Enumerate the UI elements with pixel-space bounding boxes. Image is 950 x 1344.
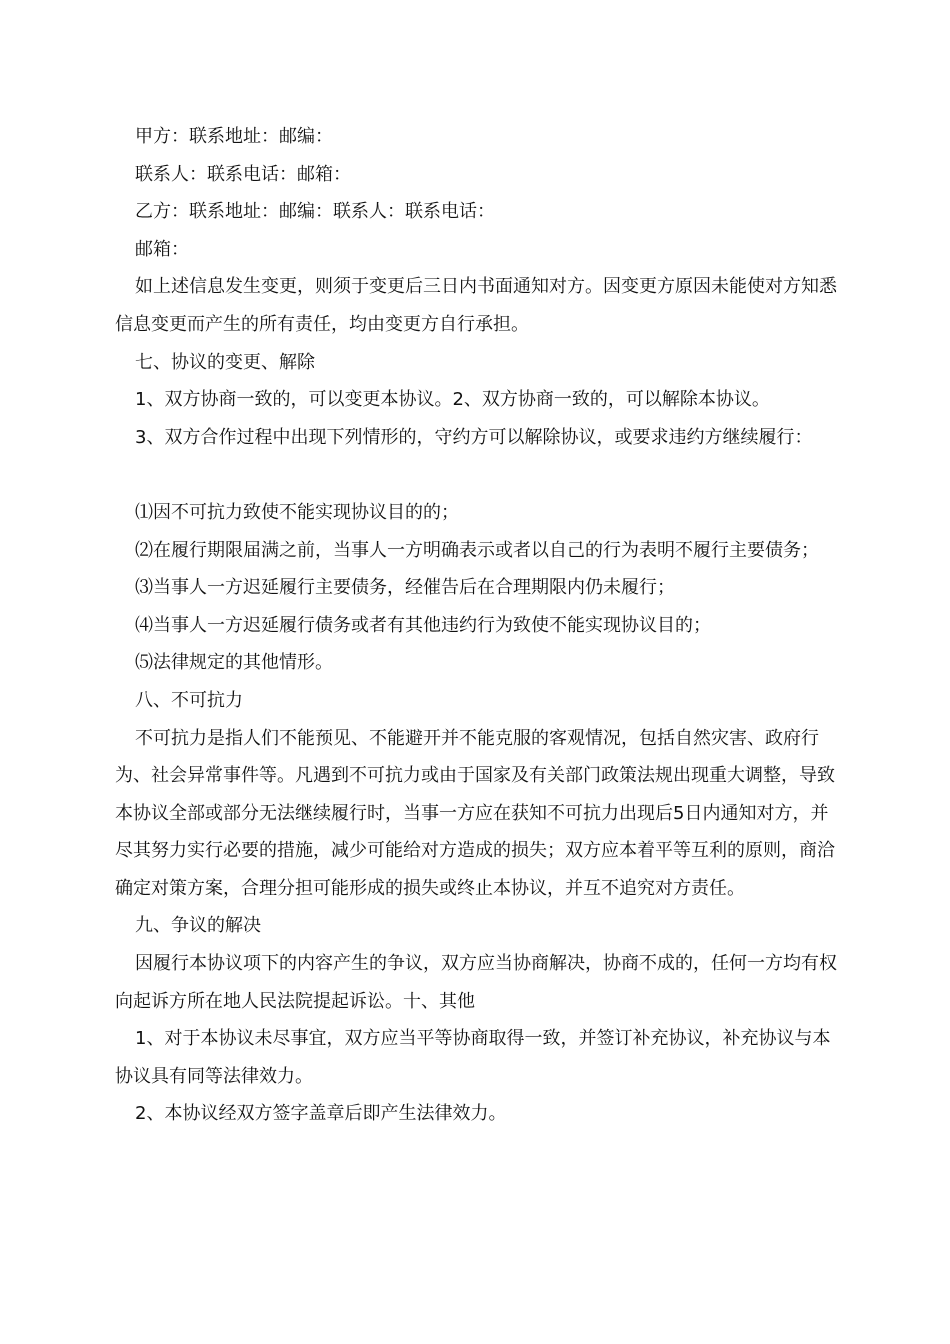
info-change-paragraph: 如上述信息发生变更，则须于变更后三日内书面通知对方。因变更方原因未能使对方知悉信息变更而产生的所有责任，均由变更方自行承担。 [115,276,837,335]
clause-7-3: 3、双方合作过程中出现下列情形的，守约方可以解除协议，或要求违约方继续履行： [135,426,813,448]
list-item: ⑶当事人一方迟延履行主要债务，经催告后在合理期限内仍未履行； [135,577,675,599]
clause-10-2: 2、本协议经双方签字盖章后即产生法律效力。 [135,1103,507,1125]
list-item: ⑴因不可抗力致使不能实现协议目的的； [135,501,459,523]
party-b-contact-line: 乙方：联系地址：邮编：联系人：联系电话： [135,201,495,223]
party-b-email-line: 邮箱： [135,238,189,260]
section-heading-8: 八、不可抗力 [135,689,243,711]
section-heading-9: 九、争议的解决 [135,915,261,937]
clause-7-1-2: 1、双方协商一致的，可以变更本协议。2、双方协商一致的，可以解除本协议。 [135,389,770,411]
document-body [115,118,843,1133]
party-a-contact-line: 甲方：联系地址：邮编： [135,126,333,147]
list-item: ⑵在履行期限届满之前，当事人一方明确表示或者以自己的行为表明不履行主要债务； [135,539,819,561]
party-a-contact-person-line: 联系人：联系电话：邮箱： [135,163,351,185]
blank-line [115,456,843,494]
section-heading-7: 七、协议的变更、解除 [135,351,315,373]
force-majeure-paragraph: 不可抗力是指人们不能预见、不能避开并不能克服的客观情况，包括自然灾害、政府行为、社会异常事件等。凡遇到不可抗力或由于国家及有关部门政策法规出现重大调整，导致本协议全部或部分无法继续履行时，当事一方应在获知不可抗力出现后5日内通知对方，并尽其努力实行必要的措施，减少可能给对方造成的损失；双方应本着平等互利的原则，商洽确定对策方案，合理分担可能形成的损失或终止本协议，并互不追究对方责任。 [115,727,835,899]
list-item: ⑷当事人一方迟延履行债务或者有其他违约行为致使不能实现协议目的； [135,614,711,636]
dispute-resolution-paragraph: 因履行本协议项下的内容产生的争议，双方应当协商解决，协商不成的，任何一方均有权向起诉方所在地人民法院提起诉讼。十、其他 [115,953,837,1012]
clause-10-1: 1、对于本协议未尽事宜，双方应当平等协商取得一致，并签订补充协议，补充协议与本协议具有同等法律效力。 [115,1028,831,1087]
list-item: ⑸法律规定的其他情形。 [135,652,333,674]
